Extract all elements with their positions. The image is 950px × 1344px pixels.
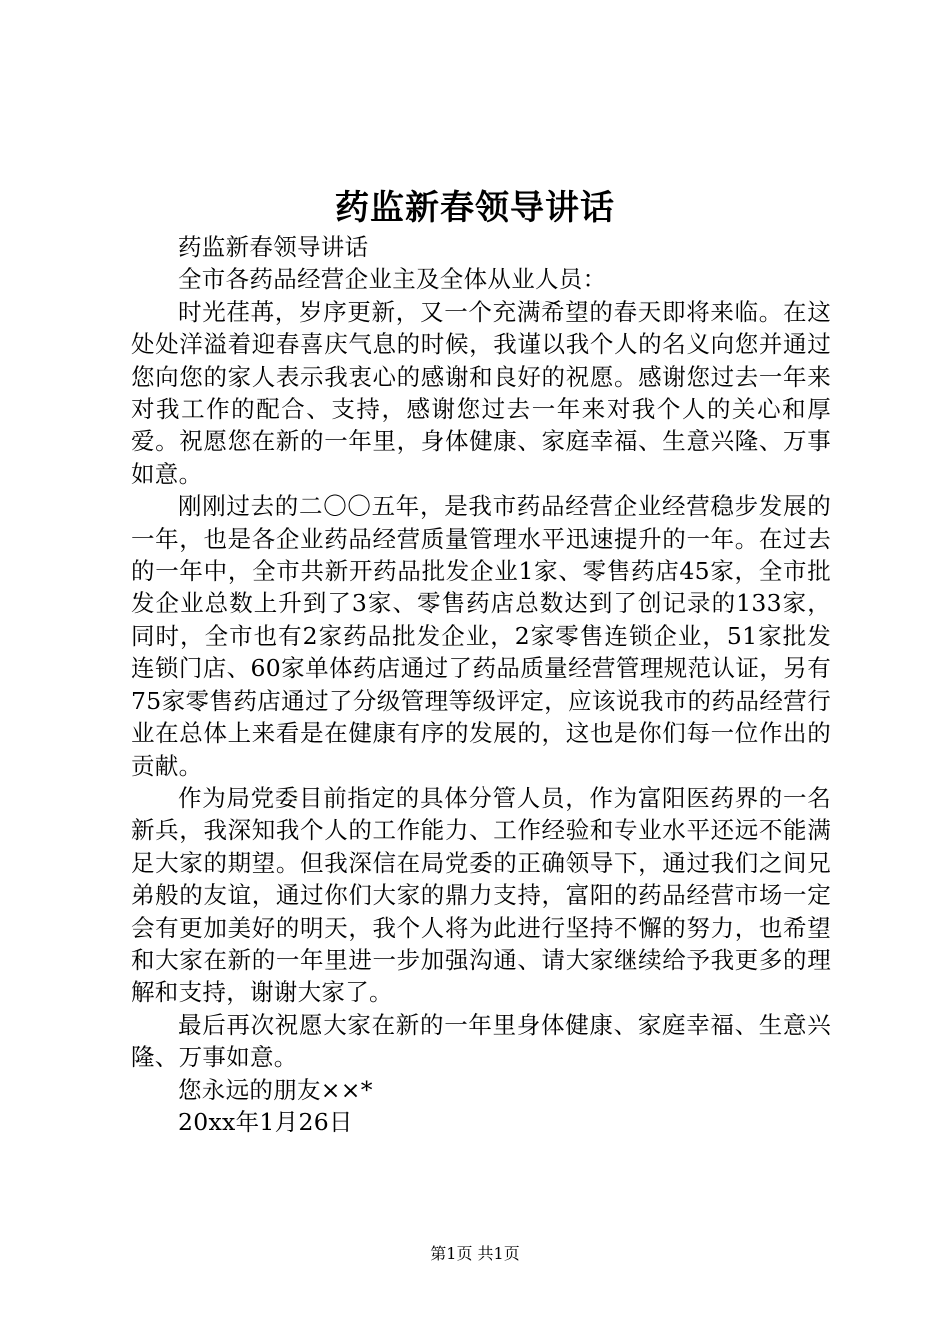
signature: 您永远的朋友××* xyxy=(178,1075,373,1104)
date-line: 20xx年1月26日 xyxy=(178,1107,353,1136)
subtitle-line: 药监新春领导讲话 xyxy=(178,233,369,261)
paragraph-commitment: 作为局党委目前指定的具体分管人员，作为富阳医药界的一名新兵，我深知我个人的工作能力、工作经验和专业水平还远不能满足大家的期望。但我深信在局党委的正确领导下，通过我们之间兄弟般的友谊，通过你们大家的鼎力支持，富阳的药品经营市场一定会有更加美好的明天，我个人将为此进行坚持不懈的努力，也希望和大家在新的一年里进一步加强沟通、请大家继续给予我更多的理解和支持，谢谢大家了。 xyxy=(131,783,831,1007)
document-title: 药监新春领导讲话 xyxy=(335,188,615,228)
paragraph-review: 刚刚过去的二〇〇五年，是我市药品经营企业经营稳步发展的一年，也是各企业药品经营质量管理水平迅速提升的一年。在过去的一年中，全市共新开药品批发企业1家、零售药店45家，全市批发企业总数上升到了3家、零售药店总数达到了创记录的133家，同时，全市也有2家药品批发企业，2家零售连锁企业，51家批发连锁门店、60家单体药店通过了药品质量经营管理规范认证，另有75家零售药店通过了分级管理等级评定，应该说我市的药品经营行业在总体上来看是在健康有序的发展的，这也是你们每一位作出的贡献。 xyxy=(131,492,831,780)
paragraph-greeting: 时光荏苒，岁序更新，又一个充满希望的春天即将来临。在这处处洋溢着迎春喜庆气息的时候，我谨以我个人的名义向您并通过您向您的家人表示我衷心的感谢和良好的祝愿。感谢您过去一年来对我工作的配合、支持，感谢您过去一年来对我个人的关心和厚爱。祝愿您在新的一年里，身体健康、家庭幸福、生意兴隆、万事如意。 xyxy=(131,297,831,488)
page-footer: 第1页 共1页 xyxy=(430,1244,520,1263)
paragraph-closing-wish: 最后再次祝愿大家在新的一年里身体健康、家庭幸福、生意兴隆、万事如意。 xyxy=(131,1010,831,1072)
document-body xyxy=(131,231,831,1138)
salutation: 全市各药品经营企业主及全体从业人员： xyxy=(178,265,607,294)
